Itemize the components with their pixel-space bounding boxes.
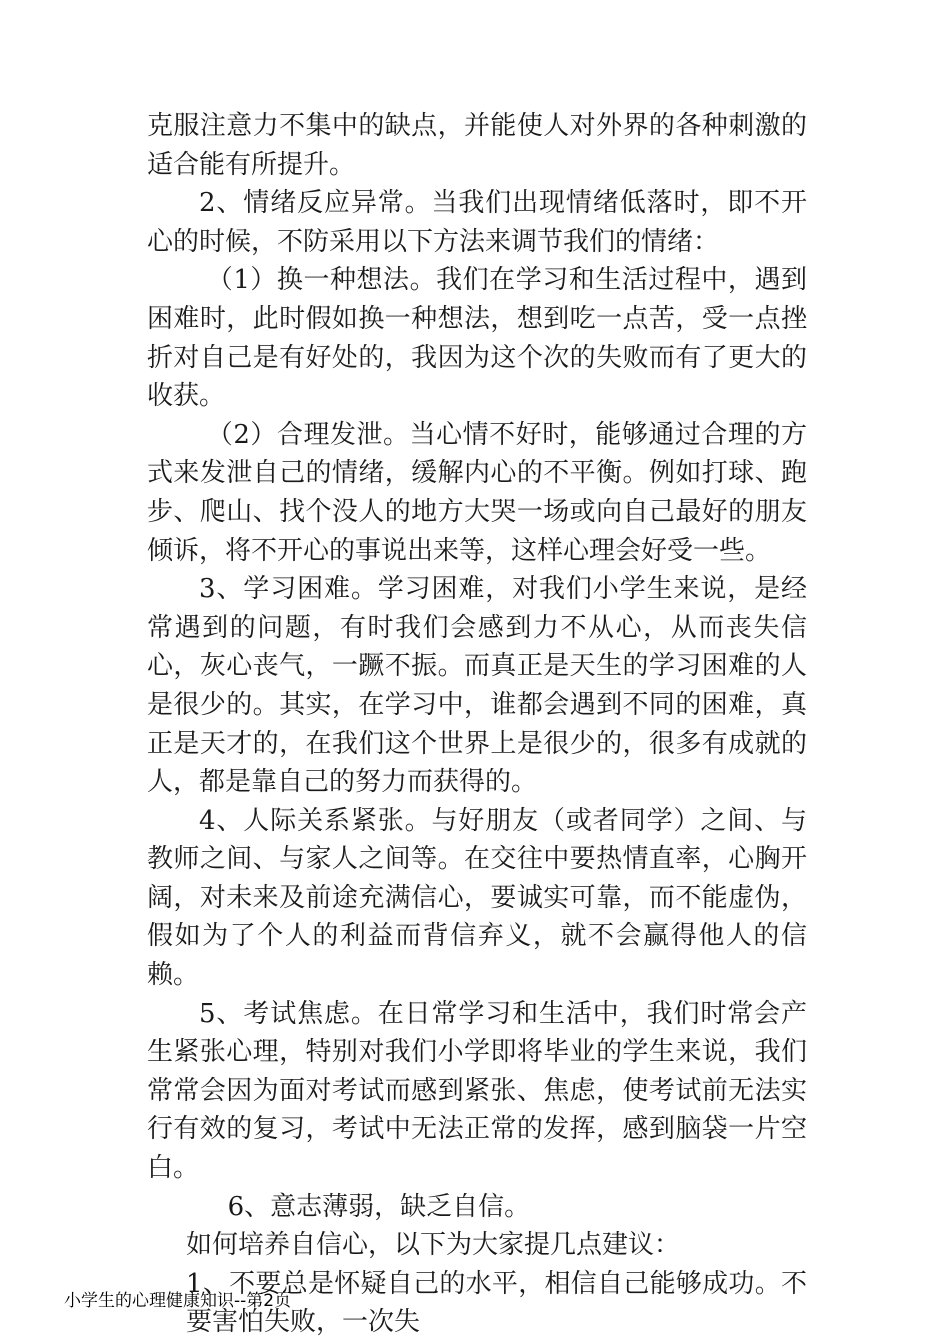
suggestion-1-text: 1、不要总是怀疑自己的水平，相信自己能够成功。不要害怕失败，一次失 bbox=[186, 1268, 807, 1338]
paragraph-interpersonal: 4、人际关系紧张。与好朋友（或者同学）之间、与教师之间、与家人之间等。在交往中要热情直率，心胸开阔，对未来及前途充满信心，要诚实可靠，而不能虚伪，假如为了个人的利益而背信弃义，就不会赢得他人的信赖。 bbox=[147, 805, 807, 991]
paragraph-learning-difficulty: 3、学习困难。学习困难，对我们小学生来说，是经常遇到的问题，有时我们会感到力不从心，从而丧失信心，灰心丧气，一蹶不振。而真正是天生的学习困难的人是很少的。其实，在学习中，谁都会遇到不同的困难，真正是天才的，在我们这个世界上是很少的，很多有成就的人，都是靠自己的努力而获得的。 bbox=[147, 574, 807, 798]
paragraph-continuation: 克服注意力不集中的缺点，并能使人对外界的各种刺激的适合能有所提升。 bbox=[147, 111, 807, 180]
paragraph-emotion: 2、情绪反应异常。当我们出现情绪低落时，即不开心的时候，不防采用以下方法来调节我们的情绪： bbox=[147, 188, 807, 257]
paragraph-reasonable-venting: （2）合理发泄。当心情不好时，能够通过合理的方式来发泄自己的情绪，缓解内心的不平衡。例如打球、跑步、爬山、找个没人的地方大哭一场或向自己最好的朋友倾诉，将不开心的事说出来等，这样心理会好受一些。 bbox=[147, 419, 807, 566]
paragraph-change-thinking: （1）换一种想法。我们在学习和生活过程中，遇到困难时，此时假如换一种想法，想到吃一点苦，受一点挫折对自己是有好处的，我因为这个次的失败而有了更大的收获。 bbox=[147, 265, 807, 412]
paragraph-weak-will: 6、意志薄弱，缺乏自信。 bbox=[227, 1191, 531, 1222]
document-body bbox=[147, 107, 807, 1342]
paragraph-confidence-intro: 如何培养自信心，以下为大家提几点建议： bbox=[186, 1230, 681, 1261]
page-footer: 小学生的心理健康知识--第2页 bbox=[64, 1291, 292, 1311]
paragraph-exam-anxiety: 5、考试焦虑。在日常学习和生活中，我们时常会产生紧张心理，特别对我们小学即将毕业的学生来说，我们常常会因为面对考试而感到紧张、焦虑，使考试前无法实行有效的复习，考试中无法正常的发挥，感到脑袋一片空白。 bbox=[147, 998, 807, 1184]
